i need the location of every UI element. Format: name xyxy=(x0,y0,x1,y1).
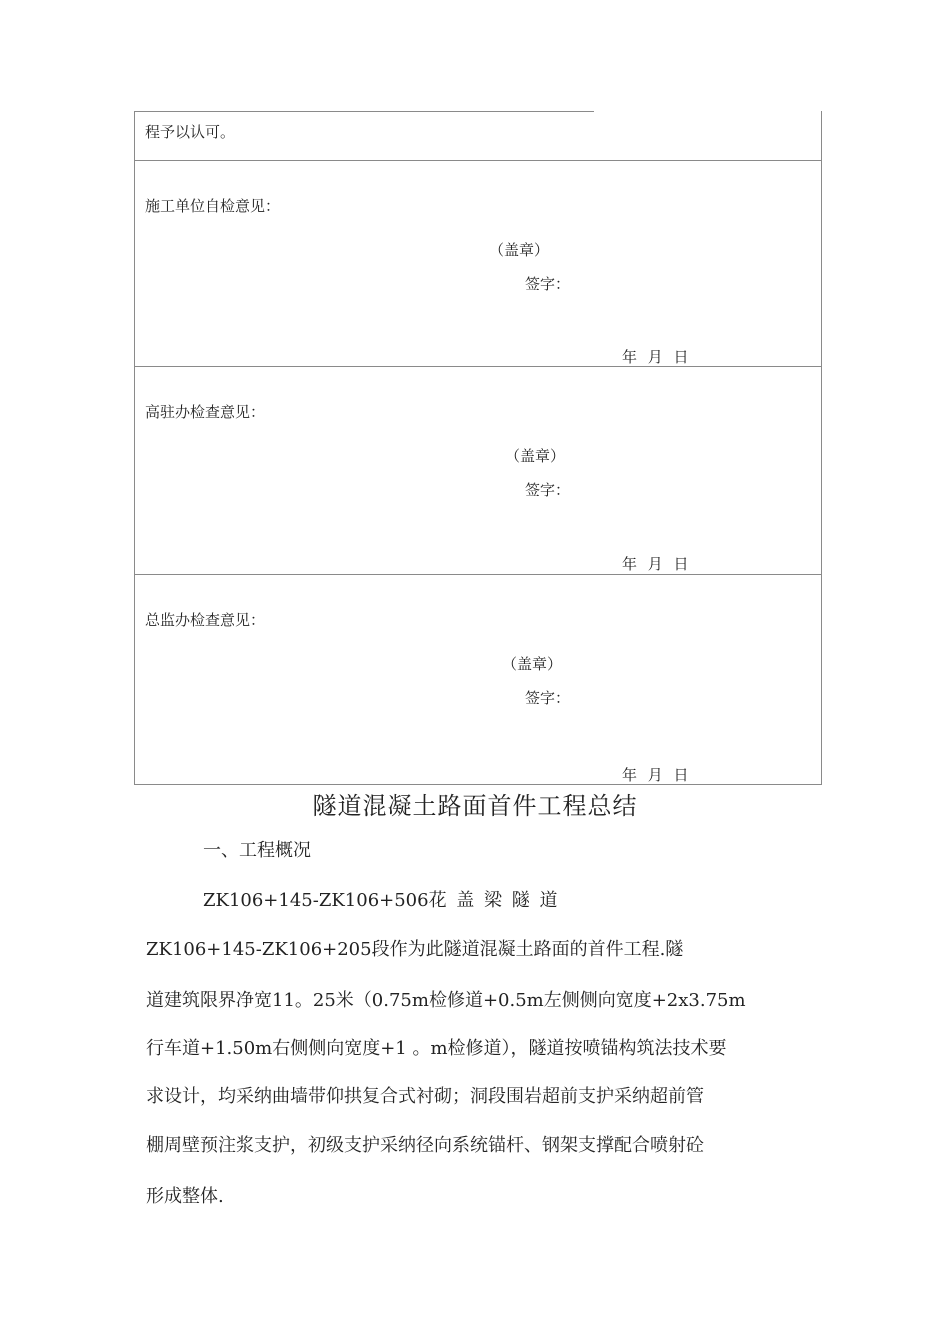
body-text-line: 求设计，均采纳曲墙带仰拱复合式衬砌；洞段围岩超前支护采纳超前管 xyxy=(146,1086,704,1107)
section-label: 总监办检查意见： xyxy=(145,611,266,629)
section-label: 高驻办检查意见： xyxy=(145,403,266,421)
continued-row xyxy=(135,111,821,161)
signature-label: 签字： xyxy=(525,275,571,293)
date-label: 年 月 日 xyxy=(622,766,692,784)
continued-text: 程予以认可。 xyxy=(145,123,236,141)
section-label: 施工单位自检意见： xyxy=(145,197,281,215)
resident-office-check-section xyxy=(135,367,821,575)
document-title: 隧道混凝土路面首件工程总结 xyxy=(312,792,638,820)
body-text-line: 行车道+1.50m右侧侧向宽度+1 。m检修道），隧道按喷锚构筑法技术要 xyxy=(146,1038,727,1059)
body-text-line: ZK106+145-ZK106+506花 盖 梁 隧 道 xyxy=(203,890,558,911)
seal-label: （盖章） xyxy=(502,655,563,673)
chief-supervisor-check-section xyxy=(135,575,821,784)
section-heading: 一、工程概况 xyxy=(203,840,311,861)
body-text-line: 道建筑限界净宽11。25米（0.75m检修道+0.5m左侧侧向宽度+2x3.75m xyxy=(146,990,746,1011)
contractor-self-check-section xyxy=(135,161,821,367)
body-text-line: 棚周壁预注浆支护，初级支护采纳径向系统锚杆、钢架支撑配合喷射砼 xyxy=(146,1135,704,1156)
date-label: 年 月 日 xyxy=(622,348,692,366)
body-text-line: ZK106+145-ZK106+205段作为此隧道混凝土路面的首件工程.隧 xyxy=(146,939,684,960)
body-text-line: 形成整体. xyxy=(146,1186,224,1207)
signature-label: 签字： xyxy=(525,481,571,499)
seal-label: （盖章） xyxy=(505,447,566,465)
date-label: 年 月 日 xyxy=(622,555,692,573)
inspection-opinion-table xyxy=(134,111,822,785)
signature-label: 签字： xyxy=(525,689,571,707)
seal-label: （盖章） xyxy=(489,241,550,259)
